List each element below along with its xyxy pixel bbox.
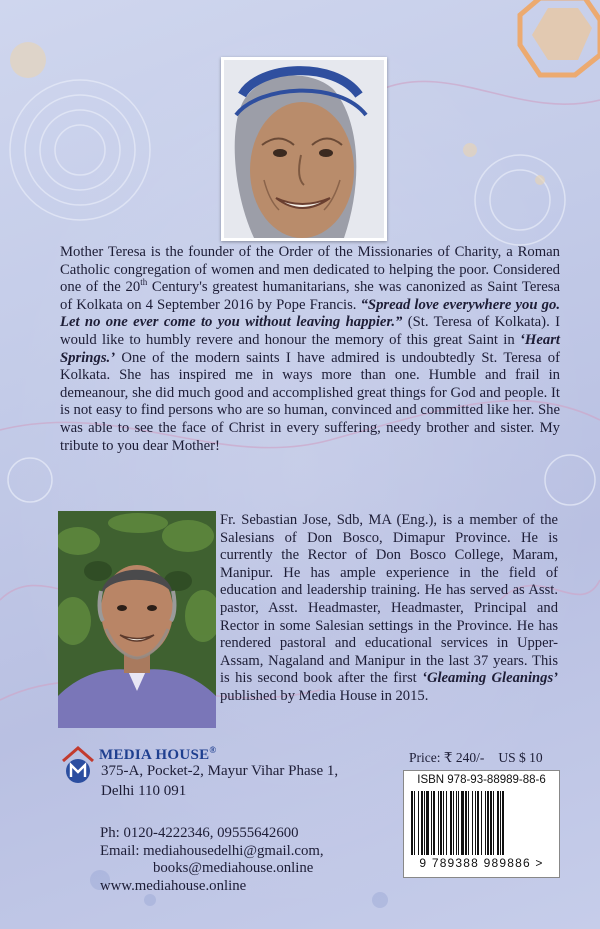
isbn-barcode [403,770,560,878]
blurb-text-1: Mother Teresa is the founder of the Order of the Missionaries of Charity, a Roman Catholic congregation of women and men dedicated to helping the poor. Considered one of the 20 [60,244,560,296]
author-portrait-illustration [58,511,216,728]
price-usd: US $ 10 [498,750,543,765]
email-line-2: books@mediahouse.online [153,860,314,877]
back-cover-blurb [60,244,560,455]
author-previous-book-title: ‘Gleaming Gleanings’ [422,670,558,687]
blurb-text-3: (St. Teresa of Kolkata). I would like to humbly revere and honour the memory of this great Saint in [60,314,560,348]
author-bio [220,512,558,706]
address-line-1: 375-A, Pocket-2, Mayur Vihar Phase 1, [101,763,339,779]
address-line-2: Delhi 110 091 [101,782,187,799]
price [409,750,557,766]
author-photo [58,511,216,728]
blurb-quote: “Spread love everywhere you go. Let no one ever come to you without leaving happier.” [60,296,560,331]
blurb-text-4: One of the modern saints I have admired is undoubtedly St. Teresa of Kolkata. She has inspired me in ways more than one. Humble and frail in demeanour, she did much good and accomplished great things for God and people. It is not easy to find persons who are so human, convinced and committed like her. She was able to see the face of Christ in every suffering, needy brother and sister. My tribute to you dear Mother! [60,349,560,454]
publisher-address [101,762,338,801]
publisher-name-text: MEDIA HOUSE [99,747,210,763]
isbn-number: ISBN 978-93-88989-88-6 [417,774,546,786]
registered-mark: ® [209,745,217,755]
portrait-illustration [224,60,384,238]
blurb-superscript: th [140,277,148,288]
email-line-1: Email: mediahousedelhi@gmail.com, [100,842,324,859]
media-house-logo-icon [61,745,95,785]
blurb-text-2: Century's greatest humanitarians, she was canonized as Saint Teresa of Kolkata on 4 September 2016 by Pope Francis. [60,279,560,313]
author-bio-text-end: published by Media House in 2015. [220,687,429,704]
publisher-contact [100,825,324,895]
portrait-photo-mother-teresa [221,57,387,241]
price-inr: Price: ₹ 240/- [409,750,485,765]
ean-number: 9 789388 989886 > [419,856,544,870]
barcode-bars [409,791,554,855]
blurb-book-title: ‘Heart Springs.’ [60,331,560,366]
author-bio-text: Fr. Sebastian Jose, Sdb, MA (Eng.), is a member of the Salesians of Don Bosco, Dimapur Province. He is currently the Rector of Don Bosco College, Maram, Manipur. He has ample experience in the field of education and leadership training. He has served as Asst. pastor, Asst. Headmaster, Headmaster, Principal and Rector in some Salesian settings in the Province. He has rendered pastoral and educational services in Upper-Assam, Nagaland and Manipur in the last 37 years. This is his second book after the first [220,512,558,687]
website-line: www.mediahouse.online [100,877,247,894]
phone-line: Ph: 0120-4222346, 09555642600 [100,825,299,841]
